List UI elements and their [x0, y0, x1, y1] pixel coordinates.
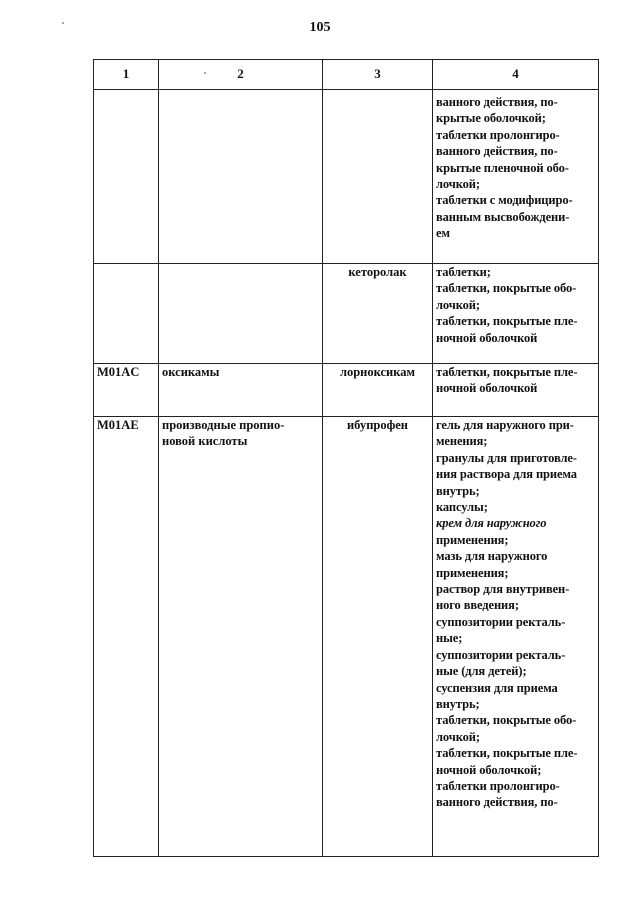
- dosage-form-line: ные;: [436, 631, 463, 646]
- dosage-form-line: гель для наружного при-: [436, 418, 574, 432]
- atc-code-cell: [94, 90, 159, 264]
- dosage-form-line: крем для наружного: [436, 516, 547, 531]
- table-row: [94, 417, 599, 857]
- table-row: [94, 364, 599, 417]
- group-cell: [159, 417, 323, 857]
- dosage-form-line: ем: [436, 226, 450, 241]
- dosage-form-line: раствор для внутривен-: [436, 582, 570, 597]
- dosage-forms-cell: [433, 90, 599, 264]
- dosage-form-line: крытые пленочной обо-: [436, 160, 569, 175]
- dosage-form-line: ванного действия, по-: [436, 144, 558, 159]
- table-row: [94, 264, 599, 364]
- dosage-form-line: ния раствора для приема: [436, 467, 577, 482]
- dosage-form-line: лочкой;: [436, 297, 480, 312]
- atc-code-cell: M01AC: [94, 364, 159, 417]
- group-line: оксикамы: [162, 365, 220, 379]
- dosage-form-line: внутрь;: [436, 696, 480, 711]
- dosage-form-line: гранулы для приготовле-: [436, 450, 577, 465]
- dosage-form-line: лочкой;: [436, 177, 480, 192]
- scan-speck: [62, 22, 64, 24]
- inn-cell: кеторолак: [323, 264, 433, 364]
- dosage-form-line: мазь для наружного: [436, 549, 548, 564]
- dosage-form-line: крытые оболочкой;: [436, 111, 546, 126]
- inn-cell: лорноксикам: [323, 364, 433, 417]
- atc-code-cell: M01AE: [94, 417, 159, 857]
- dosage-form-line: внутрь;: [436, 483, 480, 498]
- dosage-form-line: ного введения;: [436, 598, 519, 613]
- dosage-form-line: таблетки, покрытые пле-: [436, 746, 578, 761]
- group-cell: [159, 264, 323, 364]
- column-header: 3: [323, 60, 433, 90]
- column-header: 4: [433, 60, 599, 90]
- dosage-form-line: таблетки, покрытые обо-: [436, 281, 577, 296]
- dosage-form-line: ванным высвобождени-: [436, 209, 570, 224]
- dosage-form-line: таблетки пролонгиро-: [436, 127, 560, 142]
- dosage-form-line: таблетки;: [436, 265, 491, 279]
- table-row: [94, 90, 599, 264]
- dosage-forms-cell: [433, 364, 599, 417]
- group-cell: [159, 364, 323, 417]
- page-number: 105: [309, 20, 331, 35]
- group-cell: [159, 90, 323, 264]
- dosage-form-line: суспензия для приема: [436, 680, 558, 695]
- dosage-form-line: суппозитории ректаль-: [436, 647, 566, 662]
- inn-cell: ибупрофен: [323, 417, 433, 857]
- dosage-form-line: ночной оболочкой;: [436, 762, 542, 777]
- dosage-form-line: ванного действия, по-: [436, 95, 558, 109]
- dosage-form-line: ванного действия, по-: [436, 795, 558, 810]
- dosage-forms-cell: [433, 264, 599, 364]
- dosage-form-line: таблетки с модифициро-: [436, 193, 573, 208]
- dosage-form-line: применения;: [436, 565, 509, 580]
- inn-cell: [323, 90, 433, 264]
- dosage-form-line: ные (для детей);: [436, 664, 527, 679]
- group-line: новой кислоты: [162, 434, 248, 449]
- drug-table: [93, 59, 599, 857]
- column-header: 2: [159, 60, 323, 90]
- dosage-form-line: применения;: [436, 532, 509, 547]
- dosage-form-line: менения;: [436, 434, 488, 449]
- dosage-form-line: таблетки, покрытые пле-: [436, 365, 578, 379]
- group-line: производные пропио-: [162, 418, 285, 432]
- dosage-forms-cell: [433, 417, 599, 857]
- dosage-form-line: таблетки, покрытые пле-: [436, 314, 578, 329]
- dosage-form-line: ночной оболочкой: [436, 381, 538, 396]
- dosage-form-line: лочкой;: [436, 729, 480, 744]
- dosage-form-line: таблетки, покрытые обо-: [436, 713, 577, 728]
- column-header: 1: [94, 60, 159, 90]
- dosage-form-line: суппозитории ректаль-: [436, 614, 566, 629]
- dosage-form-line: таблетки пролонгиро-: [436, 778, 560, 793]
- header-row: [94, 60, 599, 90]
- dosage-form-line: капсулы;: [436, 500, 488, 515]
- atc-code-cell: [94, 264, 159, 364]
- dosage-form-line: ночной оболочкой: [436, 330, 538, 345]
